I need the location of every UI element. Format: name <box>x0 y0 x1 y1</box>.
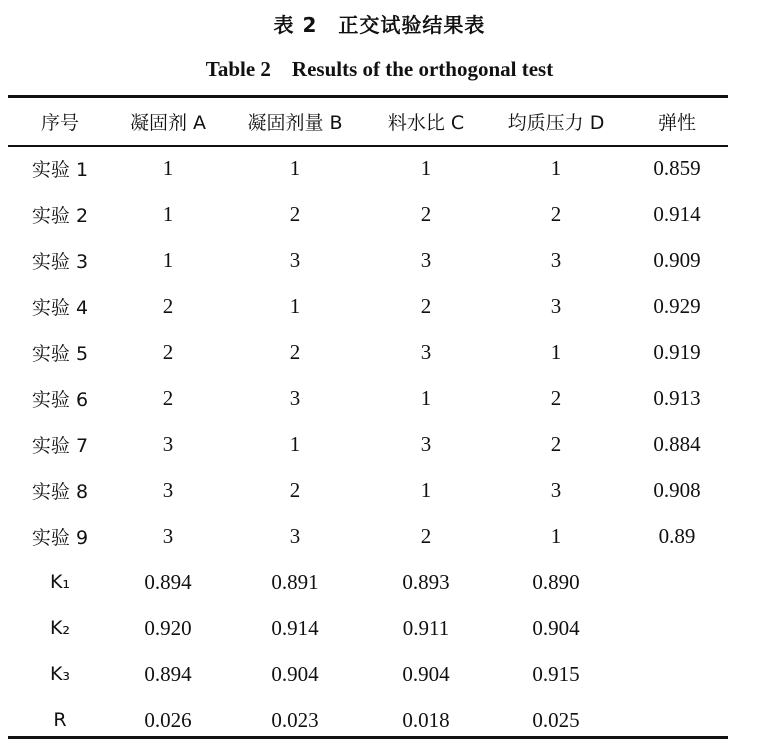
table-cell: 1 <box>289 431 301 456</box>
table-row <box>8 237 728 283</box>
table-row <box>8 467 728 513</box>
header-cell-coagulant-dose-b: 凝固剂量 B <box>247 112 343 134</box>
row-label-cell: 实验 8 <box>31 480 89 503</box>
table-cell: 2 <box>550 385 562 410</box>
table-cell: 0.919 <box>653 339 701 364</box>
table-cell: 3 <box>420 247 432 272</box>
header-cell-homogenization-pressure-d: 均质压力 D <box>507 112 605 134</box>
table-row <box>8 513 728 559</box>
table-cell <box>626 697 728 743</box>
table-cell: 1 <box>162 247 174 272</box>
table-body <box>8 145 728 743</box>
header-cell-index: 序号 <box>40 112 79 134</box>
row-label-cell: K₂ <box>49 617 71 639</box>
table-cell: 0.915 <box>532 661 580 686</box>
table-cell: 3 <box>162 431 174 456</box>
results-table <box>8 98 728 743</box>
table-cell: 1 <box>420 385 432 410</box>
table-cell: 0.893 <box>402 569 450 594</box>
table-cell: 0.911 <box>402 615 450 640</box>
row-label-cell: K₃ <box>49 663 71 685</box>
table-cell: 2 <box>162 339 174 364</box>
table-cell: 2 <box>420 293 432 318</box>
table-cell <box>626 651 728 697</box>
row-label-cell: K₁ <box>49 571 71 593</box>
table-cell: 1 <box>420 477 432 502</box>
row-label-cell: 实验 6 <box>31 388 89 411</box>
table-cell: 3 <box>550 247 562 272</box>
table-cell: 0.894 <box>144 661 192 686</box>
table-cell: 0.859 <box>653 155 701 180</box>
table-cell <box>626 605 728 651</box>
table-cell: 3 <box>289 523 301 548</box>
table-row <box>8 191 728 237</box>
table-cell: 1 <box>550 155 562 180</box>
table-cell: 2 <box>162 385 174 410</box>
table-row <box>8 697 728 743</box>
table-cell: 2 <box>420 523 432 548</box>
row-label-cell: 实验 9 <box>31 526 89 549</box>
table-cell: 1 <box>550 523 562 548</box>
table-cell: 2 <box>550 201 562 226</box>
table-cell: 2 <box>289 477 301 502</box>
row-label-cell: 实验 3 <box>31 250 89 273</box>
table-cell: 3 <box>162 523 174 548</box>
table-row <box>8 559 728 605</box>
table-row <box>8 605 728 651</box>
table-cell: 0.894 <box>144 569 192 594</box>
table-cell: 0.89 <box>658 523 696 548</box>
table-cell: 0.884 <box>653 431 701 456</box>
table-cell: 0.909 <box>653 247 701 272</box>
row-label-cell: 实验 1 <box>31 158 89 181</box>
table-row <box>8 145 728 191</box>
row-label-cell: 实验 4 <box>31 296 89 319</box>
row-label-cell: 实验 7 <box>31 434 89 457</box>
table-cell: 3 <box>162 477 174 502</box>
table-cell: 0.023 <box>271 707 319 732</box>
table-cell: 3 <box>420 339 432 364</box>
table-cell: 0.018 <box>402 707 450 732</box>
table-cell: 0.914 <box>271 615 319 640</box>
table-cell <box>626 559 728 605</box>
table-cell: 0.908 <box>653 477 701 502</box>
table-cell: 2 <box>550 431 562 456</box>
table-header-row <box>8 98 728 145</box>
table-cell: 1 <box>162 155 174 180</box>
header-cell-elasticity: 弹性 <box>657 112 696 134</box>
row-label-cell: R <box>53 709 67 731</box>
table-cell: 0.913 <box>653 385 701 410</box>
row-label-cell: 实验 5 <box>31 342 89 365</box>
table-cell: 2 <box>289 201 301 226</box>
table-caption-chinese: 表 2 正交试验结果表 <box>273 13 486 37</box>
table-cell: 3 <box>550 293 562 318</box>
table-cell: 3 <box>289 247 301 272</box>
table-cell: 0.904 <box>532 615 580 640</box>
table-cell: 2 <box>162 293 174 318</box>
table-caption-english: Table 2 Results of the orthogonal test <box>205 57 554 81</box>
table-cell: 2 <box>289 339 301 364</box>
table-cell: 0.904 <box>271 661 319 686</box>
table-row <box>8 375 728 421</box>
table-row <box>8 421 728 467</box>
table-cell: 1 <box>289 155 301 180</box>
table-row <box>8 283 728 329</box>
table-cell: 1 <box>420 155 432 180</box>
header-cell-material-water-ratio-c: 料水比 C <box>387 112 465 134</box>
table-cell: 1 <box>162 201 174 226</box>
table-cell: 0.914 <box>653 201 701 226</box>
table-row <box>8 329 728 375</box>
table-cell: 0.920 <box>144 615 192 640</box>
table-cell: 1 <box>289 293 301 318</box>
table-cell: 3 <box>289 385 301 410</box>
table-cell: 0.929 <box>653 293 701 318</box>
table-cell: 0.890 <box>532 569 580 594</box>
header-cell-coagulant-a: 凝固剂 A <box>129 112 207 134</box>
table-cell: 3 <box>420 431 432 456</box>
table-cell: 1 <box>550 339 562 364</box>
row-label-cell: 实验 2 <box>31 204 89 227</box>
table-cell: 0.026 <box>144 707 192 732</box>
table-cell: 0.025 <box>532 707 580 732</box>
table-row <box>8 651 728 697</box>
table-cell: 2 <box>420 201 432 226</box>
table-cell: 0.904 <box>402 661 450 686</box>
table-cell: 0.891 <box>271 569 319 594</box>
table-cell: 3 <box>550 477 562 502</box>
